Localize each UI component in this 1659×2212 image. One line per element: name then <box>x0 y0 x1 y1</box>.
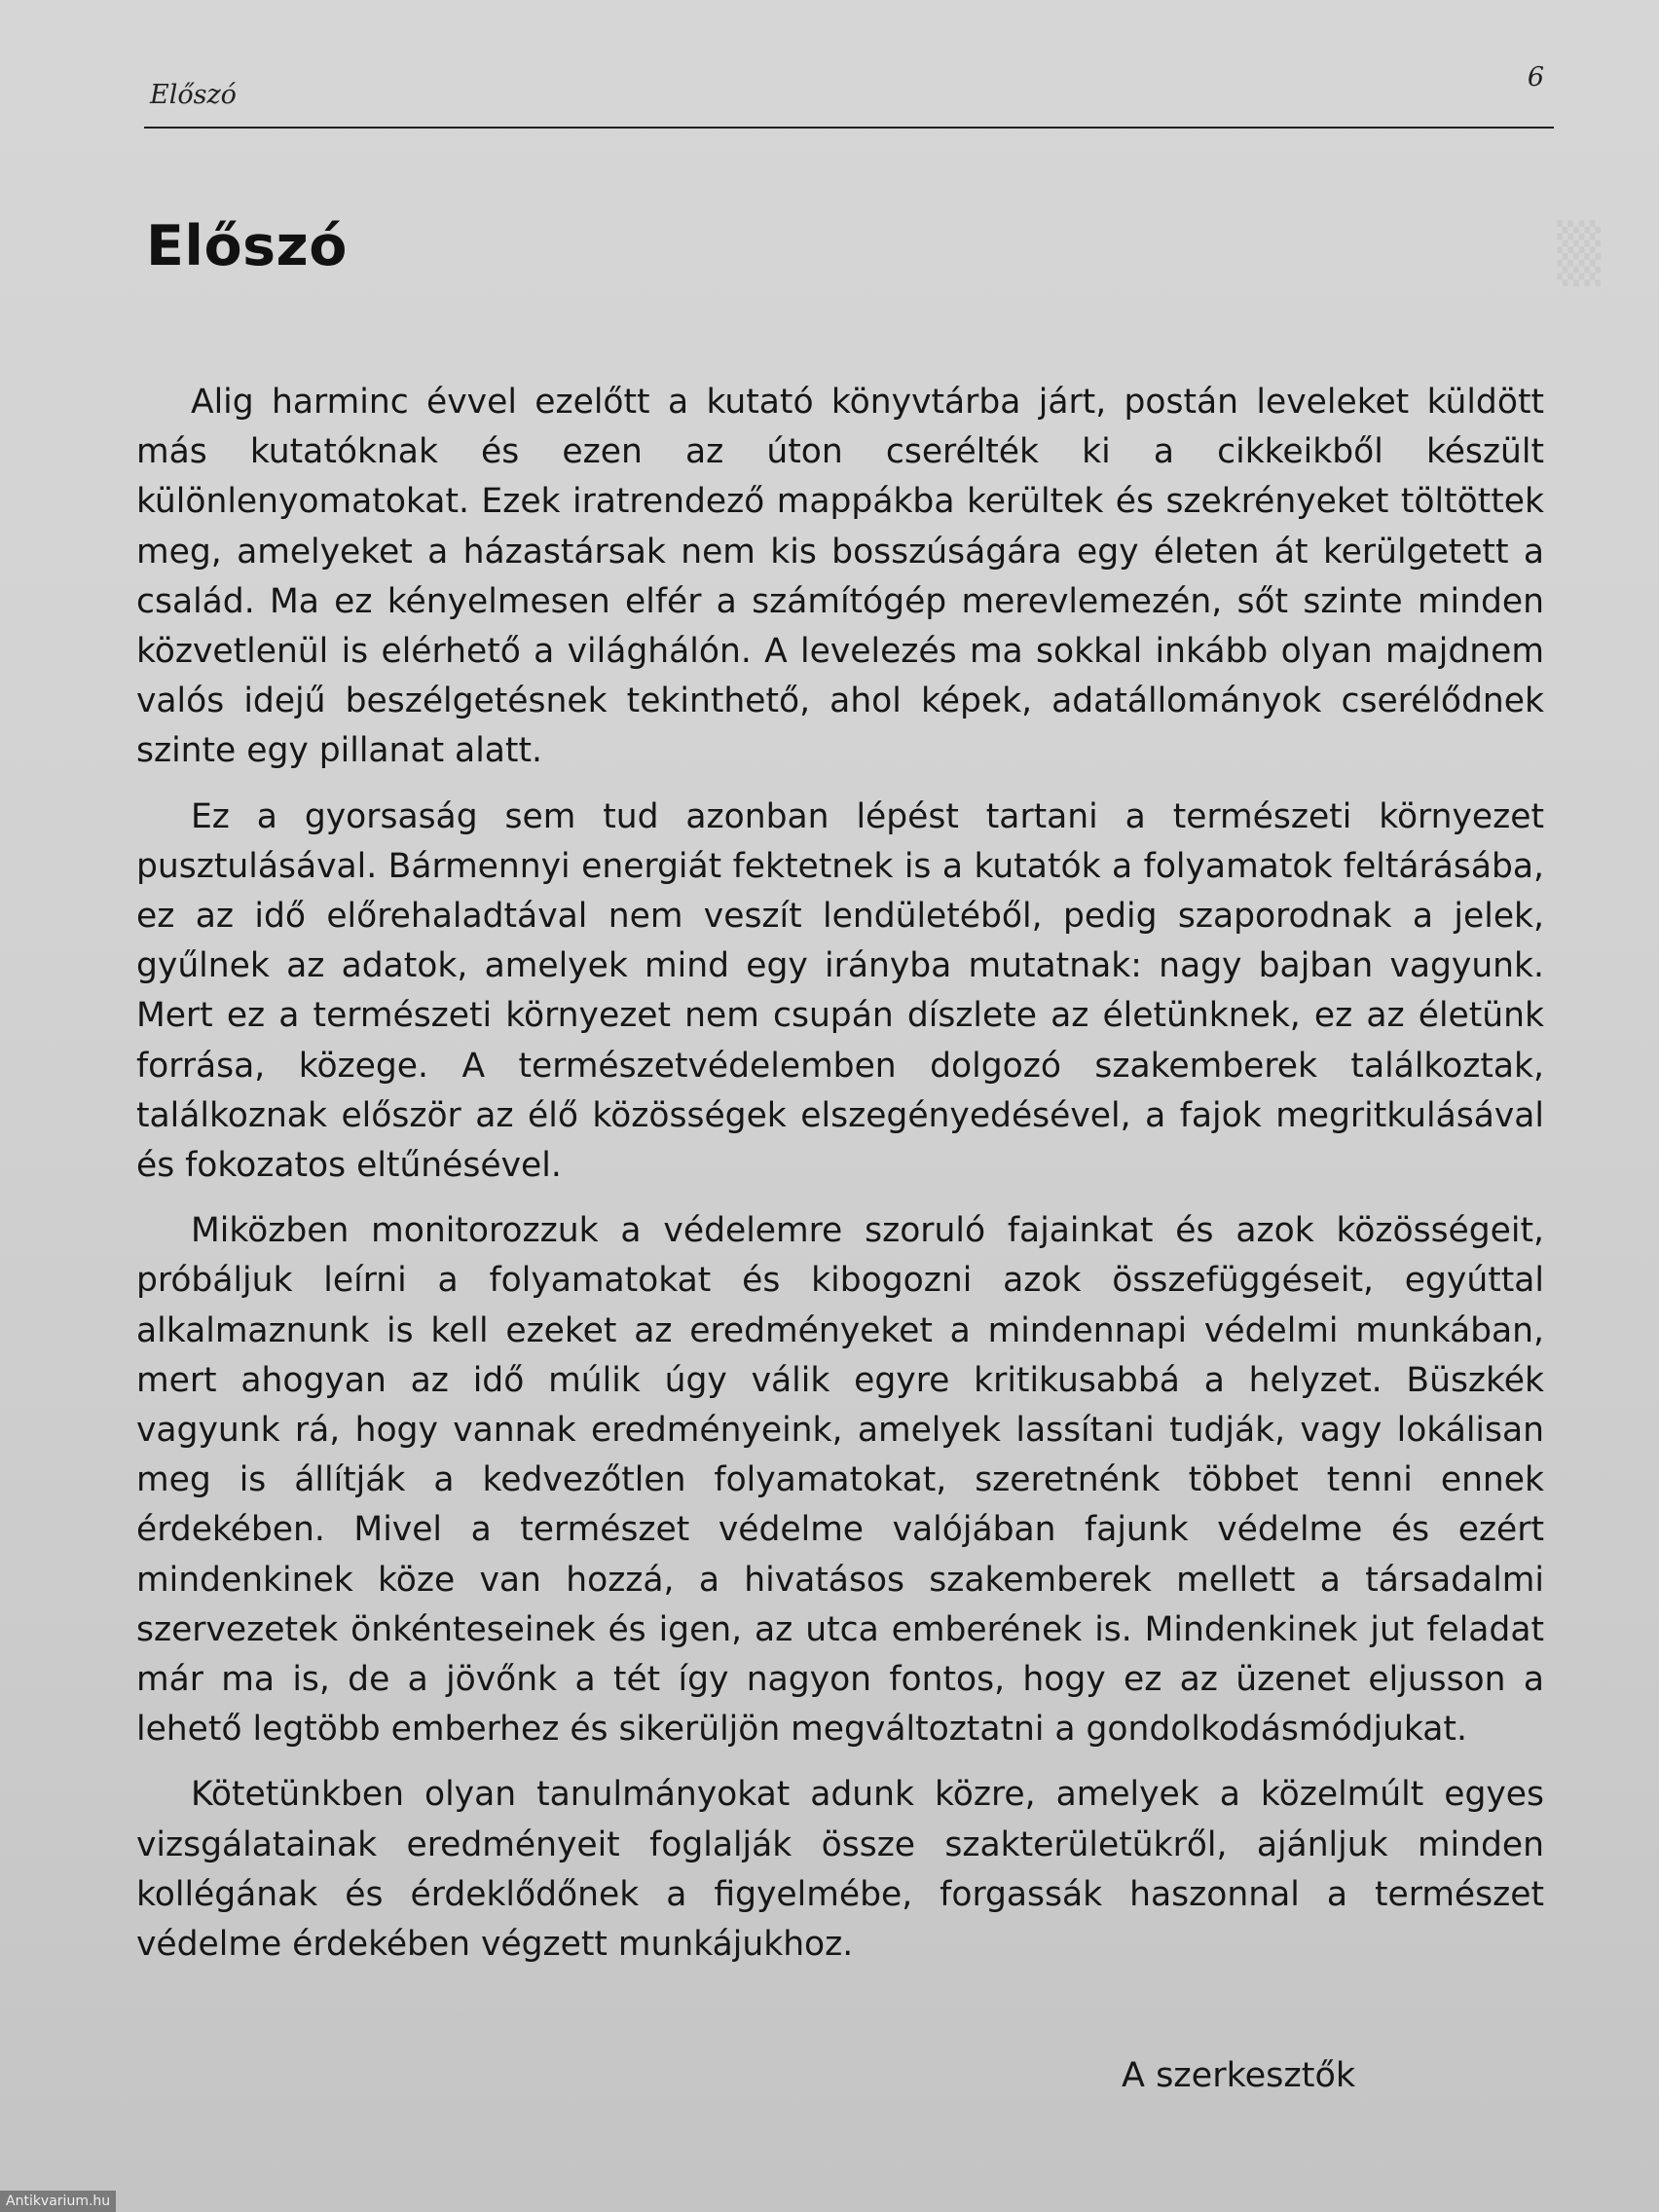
body-text <box>136 378 1544 1985</box>
page-number: 6 <box>1527 62 1544 92</box>
running-header <box>144 62 1554 129</box>
paragraph: Miközben monitorozzuk a védelemre szoruló fajainkat és azok közösségeit, próbáljuk leírni a folyamatokat és kibogozni azok összefüggéseit, egyúttal alkalmaznunk is kell ezeket az eredményeket a mindennapi védelmi munkában, mert ahogyan az idő múlik úgy válik egyre kritikusabbá a helyzet. Büszkék vagyunk rá, hogy vannak eredményeink, amelyek lassítani tudják, vagy lokálisan meg is állítják a kedvezőtlen folyamatokat, szeretnénk többet tenni ennek érdekében. Mivel a természet védelme valójában fajunk védelme és ezért mindenkinek köze van hozzá, a hivatásos szakemberek mellett a társadalmi szervezetek önkénteseinek és igen, az utca emberének is. Mindenkinek jut feladat már ma is, de a jövőnk a tét így nagyon fontos, hogy ez az üzenet eljusson a lehető legtöbb emberhez és sikerüljön megváltoztatni a gondolkodásmódjukat. <box>136 1211 1544 1750</box>
show-through-decoration: ▒ <box>1557 220 1601 286</box>
running-header-title: Előszó <box>150 80 237 110</box>
page-title: Előszó <box>146 214 348 278</box>
paragraph: Kötetünkben olyan tanulmányokat adunk közre, amelyek a közelmúlt egyes vizsgálatainak eredményeit foglalják össze szakterületükről, ajánljuk minden kollégának és érdeklődőnek a figyelmébe, forgassák haszonnal a természet védelme érdekében végzett munkájukhoz. <box>136 1775 1544 1965</box>
watermark: Antikvarium.hu <box>0 2191 116 2212</box>
signature: A szerkesztők <box>1122 2056 1356 2095</box>
paragraph: Ez a gyorsaság sem tud azonban lépést tartani a természeti környezet pusztulásával. Bármennyi energiát fektetnek is a kutatók a folyamatok feltárásába, ez az idő előrehaladtával nem veszít lendületéből, pedig szaporodnak a jelek, gyűlnek az adatok, amelyek mind egy irányba mutatnak: nagy bajban vagyunk. Mert ez a természeti környezet nem csupán díszlete az életünknek, ez az életünk forrása, közege. A természetvédelemben dolgozó szakemberek találkoztak, találkoznak először az élő közösségek elszegényedésével, a fajok megritkulásával és fokozatos eltűnésével. <box>136 796 1544 1186</box>
paragraph: Alig harminc évvel ezelőtt a kutató könyvtárba járt, postán leveleket küldött más kutatóknak és ezen az úton cserélték ki a cikkeikből készült különlenyomatokat. Ezek iratrendező mappákba kerültek és szekrényeket töltöttek meg, amelyeket a házastársak nem kis bosszúságára egy életen át kerülgetett a család. Ma ez kényelmesen elfér a számítógép merevlemezén, sőt szinte minden közvetlenül is elérhető a világhálón. A levelezés ma sokkal inkább olyan majdnem valós idejű beszélgetésnek tekinthető, ahol képek, adatállományok cserélődnek szinte egy pillanat alatt. <box>136 383 1544 771</box>
